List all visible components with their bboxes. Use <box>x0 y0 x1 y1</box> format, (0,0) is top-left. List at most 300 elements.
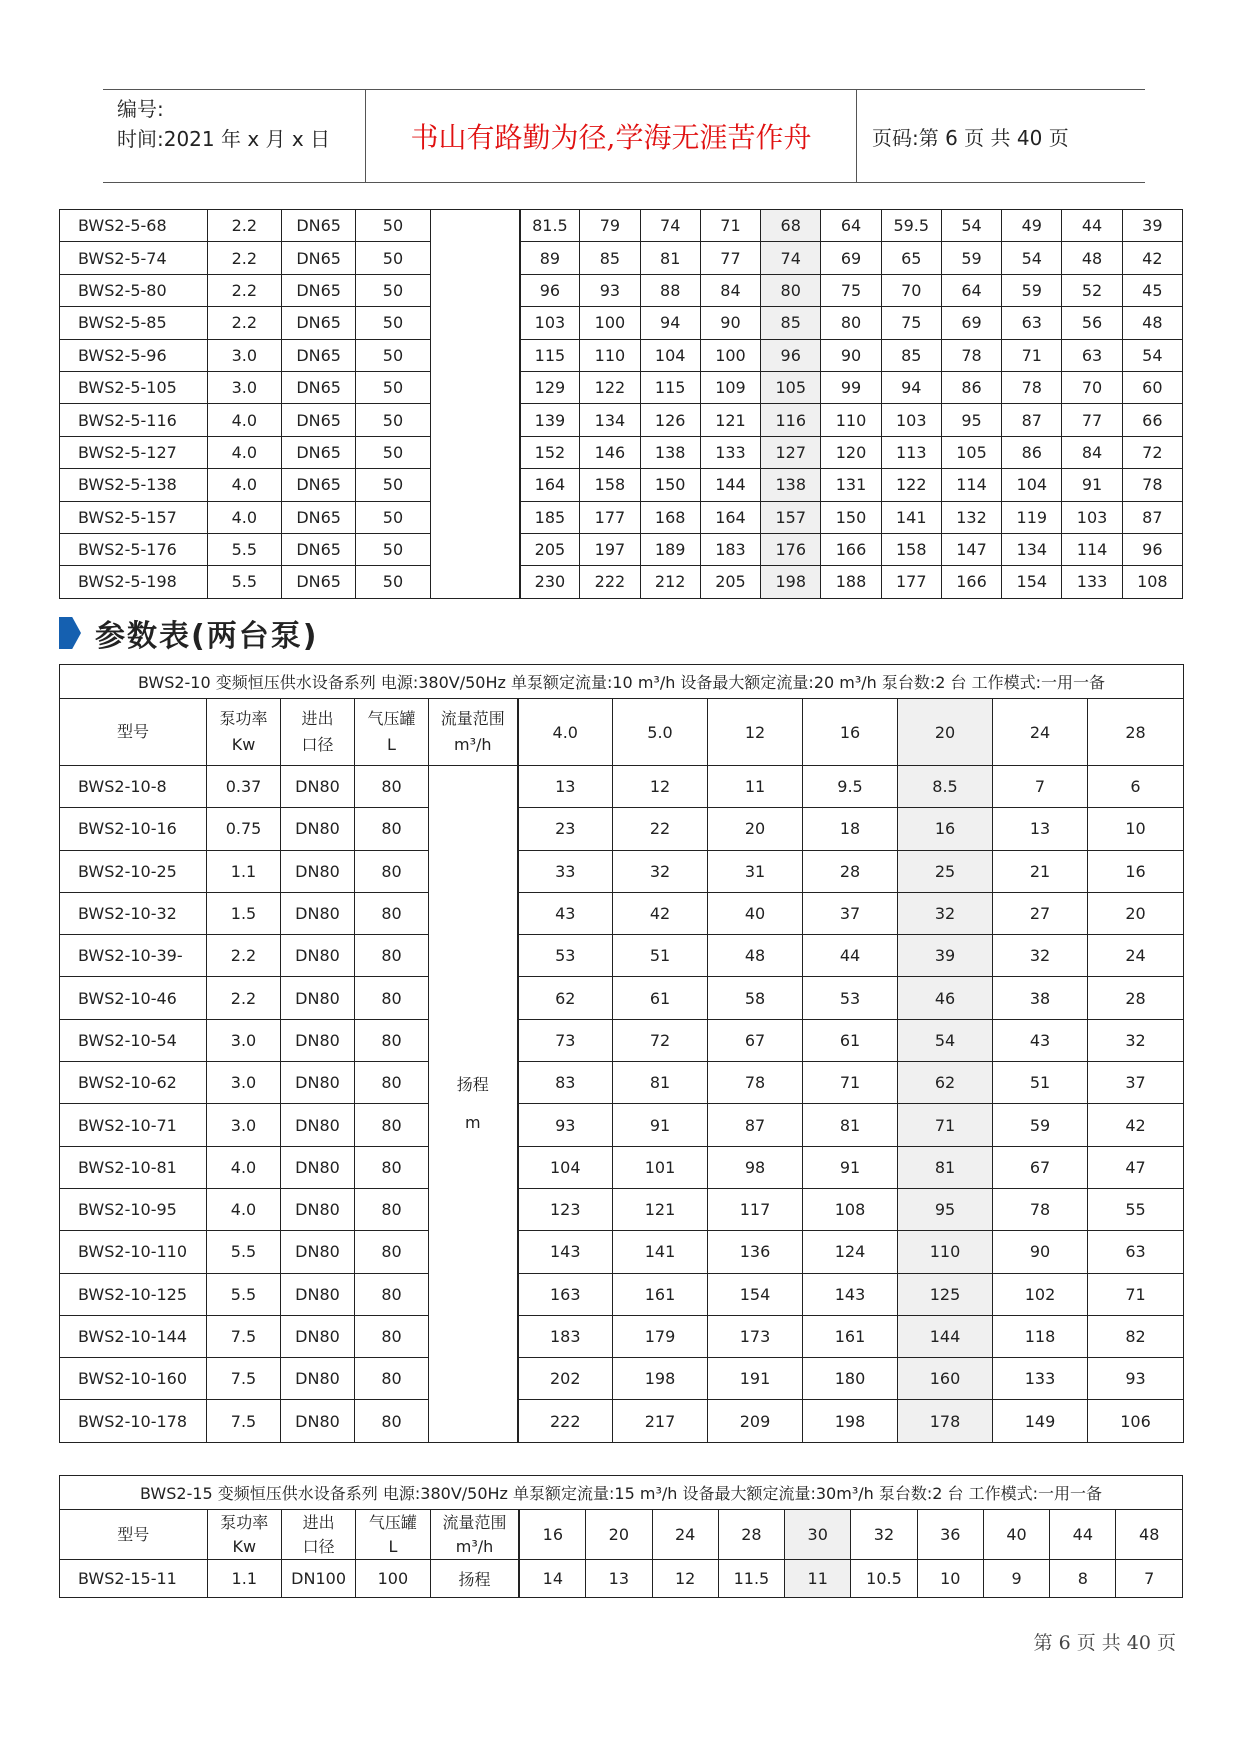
model-cell: BWS2-10-178 <box>60 1400 207 1442</box>
model-cell: BWS2-10-125 <box>60 1273 207 1315</box>
table-row <box>60 210 1183 242</box>
table-cell: 83 <box>518 1062 613 1104</box>
table-cell: 164 <box>700 501 760 533</box>
table-cell: 67 <box>993 1146 1088 1188</box>
section-title: 参数表(两台泵) <box>95 619 319 654</box>
table-cell: 4.0 <box>207 501 281 533</box>
table-cell: 0.37 <box>207 766 281 808</box>
model-cell: BWS2-10-25 <box>60 850 207 892</box>
table-cell: 80 <box>355 1062 429 1104</box>
table-cell: 62 <box>518 977 613 1019</box>
table-cell: 78 <box>941 339 1001 371</box>
table-cell: 188 <box>821 566 881 598</box>
table-cell: 71 <box>898 1104 993 1146</box>
table-cell: 74 <box>761 242 821 274</box>
header-power-unit: Kw <box>232 1536 257 1556</box>
header-flow-value: 32 <box>851 1510 917 1560</box>
table-cell: 9.5 <box>803 766 898 808</box>
table-cell: 78 <box>993 1188 1088 1230</box>
table-cell: 12 <box>652 1560 718 1598</box>
table-cell: DN65 <box>281 436 355 468</box>
header-inlet-label2: 口径 <box>302 1536 335 1556</box>
table-cell: 209 <box>708 1400 803 1442</box>
model-cell: BWS2-5-68 <box>60 210 208 242</box>
table-cell: 127 <box>761 436 821 468</box>
table-cell: 104 <box>640 339 700 371</box>
table-cell: 96 <box>761 339 821 371</box>
table-cell: 32 <box>898 892 993 934</box>
table-cell: 20 <box>708 808 803 850</box>
table-cell: 108 <box>1122 566 1182 598</box>
head-unit: m <box>464 1112 481 1132</box>
table-cell: 158 <box>881 533 941 565</box>
header-tank-unit: L <box>387 735 396 754</box>
table-cell: 88 <box>640 274 700 306</box>
header-flow-label: 流量范围 <box>440 709 505 728</box>
table-cell: 90 <box>821 339 881 371</box>
table-cell: 12 <box>613 766 708 808</box>
table-cell: 75 <box>881 307 941 339</box>
table-row <box>60 339 1183 371</box>
table-cell: 2.2 <box>207 307 281 339</box>
table-cell: 10 <box>1088 808 1184 850</box>
table-cell: DN80 <box>281 935 355 977</box>
header-flow-value: 28 <box>718 1510 784 1560</box>
header-row <box>60 1510 1183 1560</box>
table-cell: 49 <box>1002 210 1062 242</box>
table-row <box>60 371 1183 403</box>
table-cell: 59.5 <box>881 210 941 242</box>
table-cell: 31 <box>708 850 803 892</box>
table-cell: 3.0 <box>207 1019 281 1061</box>
table-row <box>60 501 1183 533</box>
table-cell: 150 <box>640 469 700 501</box>
model-cell: BWS2-5-105 <box>60 371 208 403</box>
header-inlet <box>281 1510 355 1560</box>
table-cell: 70 <box>881 274 941 306</box>
header-flow <box>430 1510 519 1560</box>
table-cell: 54 <box>941 210 1001 242</box>
table-cell: 28 <box>1088 977 1184 1019</box>
table-cell: 13 <box>518 766 613 808</box>
table-cell: 1.1 <box>207 1560 281 1598</box>
table-cell: 90 <box>700 307 760 339</box>
model-cell: BWS2-10-46 <box>60 977 207 1019</box>
table-cell: 37 <box>1088 1062 1184 1104</box>
head-column-gap <box>430 404 519 436</box>
table-row <box>60 436 1183 468</box>
table-cell: 98 <box>708 1146 803 1188</box>
doc-time-label: 时间:2021 年 x 月 x 日 <box>117 127 331 151</box>
table-row <box>60 274 1183 306</box>
table-cell: DN65 <box>281 469 355 501</box>
table-cell: 95 <box>941 404 1001 436</box>
table-cell: 50 <box>356 339 430 371</box>
table-cell: 42 <box>1088 1104 1184 1146</box>
table-cell: 121 <box>700 404 760 436</box>
table-cell: 5.5 <box>207 1231 281 1273</box>
table-cell: 7.5 <box>207 1358 281 1400</box>
table-row <box>60 1400 1184 1442</box>
table-cell: 85 <box>580 242 640 274</box>
table-cell: 117 <box>708 1188 803 1230</box>
table-cell: 80 <box>355 977 429 1019</box>
head-column-gap <box>430 533 519 565</box>
table-row <box>60 566 1183 598</box>
table-cell: 149 <box>993 1400 1088 1442</box>
table-cell: 230 <box>520 566 580 598</box>
table-cell: 5.5 <box>207 1273 281 1315</box>
table-cell: 69 <box>821 242 881 274</box>
model-cell: BWS2-5-127 <box>60 436 208 468</box>
table-cell: 44 <box>803 935 898 977</box>
table-cell: 14 <box>519 1560 585 1598</box>
table-cell: 54 <box>1122 339 1182 371</box>
table-cell: 80 <box>355 1273 429 1315</box>
table-cell: 24 <box>1088 935 1184 977</box>
table-cell: 3.0 <box>207 1104 281 1146</box>
table-cell: 81.5 <box>520 210 580 242</box>
table-cell: 115 <box>520 339 580 371</box>
table-cell: DN65 <box>281 533 355 565</box>
table-cell: 202 <box>518 1358 613 1400</box>
table-cell: 138 <box>761 469 821 501</box>
table-cell: 114 <box>941 469 1001 501</box>
table-cell: DN80 <box>281 1188 355 1230</box>
table-cell: 134 <box>1002 533 1062 565</box>
table-cell: 45 <box>1122 274 1182 306</box>
model-cell: BWS2-5-138 <box>60 469 208 501</box>
table-cell: 50 <box>356 566 430 598</box>
model-cell: BWS2-5-96 <box>60 339 208 371</box>
table-row <box>60 1560 1183 1598</box>
table-cell: 183 <box>700 533 760 565</box>
head-column-gap <box>430 436 519 468</box>
table-row <box>60 766 1184 808</box>
header-flow-unit: m³/h <box>453 735 492 754</box>
table-cell: 163 <box>518 1273 613 1315</box>
header-flow-value: 16 <box>519 1510 585 1560</box>
head-label-cell <box>429 766 518 1443</box>
table-cell: DN65 <box>281 210 355 242</box>
table-cell: 42 <box>613 892 708 934</box>
table-row <box>60 892 1184 934</box>
header-power <box>207 699 281 766</box>
table-cell: 50 <box>356 242 430 274</box>
table-cell: 179 <box>613 1315 708 1357</box>
table-cell: 5.5 <box>207 566 281 598</box>
table-bws2-10 <box>59 664 1184 1443</box>
table-cell: 143 <box>518 1231 613 1273</box>
table-cell: 81 <box>613 1062 708 1104</box>
table-cell: 191 <box>708 1358 803 1400</box>
table-cell: 80 <box>355 892 429 934</box>
table-cell: 3.0 <box>207 371 281 403</box>
table-cell: DN65 <box>281 339 355 371</box>
header-inlet-label2: 口径 <box>301 735 334 754</box>
table-cell: 93 <box>518 1104 613 1146</box>
head-column-gap <box>430 242 519 274</box>
table-cell: 93 <box>1088 1358 1184 1400</box>
table-cell: 52 <box>1062 274 1122 306</box>
table-cell: 3.0 <box>207 339 281 371</box>
table-cell: DN80 <box>281 892 355 934</box>
table-cell: 23 <box>518 808 613 850</box>
table-cell: 48 <box>1062 242 1122 274</box>
model-cell: BWS2-10-110 <box>60 1231 207 1273</box>
table-row <box>60 1062 1184 1104</box>
table-cell: 48 <box>1122 307 1182 339</box>
table-cell: 136 <box>708 1231 803 1273</box>
header-power-label: 泵功率 <box>220 1512 269 1532</box>
table-cell: 50 <box>356 210 430 242</box>
table-cell: 205 <box>520 533 580 565</box>
table-cell: 90 <box>993 1231 1088 1273</box>
table-cell: 78 <box>708 1062 803 1104</box>
model-cell: BWS2-10-39- <box>60 935 207 977</box>
model-cell: BWS2-10-32 <box>60 892 207 934</box>
table-cell: 59 <box>993 1104 1088 1146</box>
table-row <box>60 1104 1184 1146</box>
table-cell: 79 <box>580 210 640 242</box>
header-tank-label: 气压罐 <box>368 1512 417 1532</box>
header-tank-label: 气压罐 <box>367 709 416 728</box>
table-cell: 16 <box>898 808 993 850</box>
model-cell: BWS2-5-116 <box>60 404 208 436</box>
table-cell: 71 <box>803 1062 898 1104</box>
table-cell: 131 <box>821 469 881 501</box>
table-cell: 27 <box>993 892 1088 934</box>
table-cell: 18 <box>803 808 898 850</box>
header-inlet-label: 进出 <box>302 1512 335 1532</box>
table-cell: 7.5 <box>207 1315 281 1357</box>
model-cell: BWS2-10-71 <box>60 1104 207 1146</box>
table-cell: 197 <box>580 533 640 565</box>
table-bws2-5 <box>59 209 1183 599</box>
table-cell: 8 <box>1050 1560 1116 1598</box>
table-title-row <box>60 665 1184 699</box>
header-flow-value: 12 <box>708 699 803 766</box>
table-cell: 37 <box>803 892 898 934</box>
table-cell: DN80 <box>281 1400 355 1442</box>
table-cell: 86 <box>941 371 1001 403</box>
table-cell: 54 <box>1002 242 1062 274</box>
table-cell: 50 <box>356 501 430 533</box>
table-cell: DN80 <box>281 808 355 850</box>
table-cell: 134 <box>580 404 640 436</box>
table-cell: 166 <box>821 533 881 565</box>
table-cell: 50 <box>356 307 430 339</box>
table-cell: 32 <box>1088 1019 1184 1061</box>
table-cell: 2.2 <box>207 274 281 306</box>
table-cell: 87 <box>1002 404 1062 436</box>
table-cell: 80 <box>821 307 881 339</box>
table-cell: 50 <box>356 436 430 468</box>
model-cell: BWS2-10-8 <box>60 766 207 808</box>
table-cell: 47 <box>1088 1146 1184 1188</box>
model-cell: BWS2-10-81 <box>60 1146 207 1188</box>
table-cell: 109 <box>700 371 760 403</box>
header-motto: 书山有路勤为径,学海无涯苦作舟 <box>365 90 857 182</box>
header-flow-value: 20 <box>586 1510 652 1560</box>
table-row <box>60 404 1183 436</box>
table-cell: 62 <box>898 1062 993 1104</box>
table-cell: 106 <box>1088 1400 1184 1442</box>
table-cell: 51 <box>613 935 708 977</box>
table-row <box>60 242 1183 274</box>
table-cell: 38 <box>993 977 1088 1019</box>
table-cell: 46 <box>898 977 993 1019</box>
table-cell: 168 <box>640 501 700 533</box>
header-inlet <box>281 699 355 766</box>
table-cell: 80 <box>355 1104 429 1146</box>
table-cell: 5.5 <box>207 533 281 565</box>
page-footer: 第 6 页 共 40 页 <box>1033 1632 1176 1654</box>
table-cell: 124 <box>803 1231 898 1273</box>
table-cell: 50 <box>356 371 430 403</box>
table-cell: 87 <box>708 1104 803 1146</box>
table-cell: 39 <box>1122 210 1182 242</box>
table-cell: 3.0 <box>207 1062 281 1104</box>
table-cell: 96 <box>520 274 580 306</box>
model-cell: BWS2-10-160 <box>60 1358 207 1400</box>
model-cell: BWS2-10-62 <box>60 1062 207 1104</box>
table-cell: 67 <box>708 1019 803 1061</box>
table-cell: 121 <box>613 1188 708 1230</box>
table-cell: 189 <box>640 533 700 565</box>
table-row <box>60 1231 1184 1273</box>
header-flow-value: 36 <box>917 1510 983 1560</box>
table-title: BWS2-10 变频恒压供水设备系列 电源:380V/50Hz 单泵额定流量:10 m³/h 设备最大额定流量:20 m³/h 泵台数:2 台 工作模式:一用一备 <box>60 665 1184 699</box>
table-cell: 93 <box>580 274 640 306</box>
table-cell: 198 <box>613 1358 708 1400</box>
table-cell: 198 <box>803 1400 898 1442</box>
table-cell: 扬程 <box>430 1560 519 1598</box>
table-cell: 80 <box>761 274 821 306</box>
table-cell: 80 <box>355 1019 429 1061</box>
table-cell: 99 <box>821 371 881 403</box>
table-cell: 44 <box>1062 210 1122 242</box>
table-cell: 85 <box>881 339 941 371</box>
section-heading <box>59 613 318 653</box>
table-cell: 73 <box>518 1019 613 1061</box>
table-cell: DN65 <box>281 274 355 306</box>
table-row <box>60 1315 1184 1357</box>
table-cell: 53 <box>518 935 613 977</box>
table-row <box>60 1358 1184 1400</box>
table-cell: 89 <box>520 242 580 274</box>
table-cell: 10 <box>917 1560 983 1598</box>
head-label: 扬程 <box>456 1074 489 1094</box>
header-power-unit: Kw <box>231 735 256 754</box>
header-flow-value: 5.0 <box>613 699 708 766</box>
table-cell: 158 <box>580 469 640 501</box>
table-cell: 84 <box>700 274 760 306</box>
header-flow-unit: m³/h <box>455 1536 494 1556</box>
table-cell: 32 <box>613 850 708 892</box>
table-cell: 96 <box>1122 533 1182 565</box>
table-cell: 139 <box>520 404 580 436</box>
table-cell: 65 <box>881 242 941 274</box>
model-cell: BWS2-10-144 <box>60 1315 207 1357</box>
table-cell: DN80 <box>281 1231 355 1273</box>
table-cell: 100 <box>700 339 760 371</box>
table-cell: 105 <box>761 371 821 403</box>
table-cell: 91 <box>613 1104 708 1146</box>
head-column-gap <box>430 274 519 306</box>
table-cell: 183 <box>518 1315 613 1357</box>
table-cell: 78 <box>1122 469 1182 501</box>
table-cell: 87 <box>1122 501 1182 533</box>
header-power-label: 泵功率 <box>219 709 268 728</box>
head-column-gap <box>430 501 519 533</box>
table-cell: 71 <box>1002 339 1062 371</box>
table-cell: 56 <box>1062 307 1122 339</box>
table-cell: 28 <box>803 850 898 892</box>
table-row <box>60 1019 1184 1061</box>
table-cell: 53 <box>803 977 898 1019</box>
header-flow-value: 4.0 <box>518 699 613 766</box>
model-cell: BWS2-10-16 <box>60 808 207 850</box>
table-cell: 80 <box>355 850 429 892</box>
table-cell: 154 <box>1002 566 1062 598</box>
head-column-gap <box>430 469 519 501</box>
table-cell: 133 <box>700 436 760 468</box>
table-cell: 16 <box>1088 850 1184 892</box>
table-bws2-15 <box>59 1475 1183 1598</box>
model-cell: BWS2-5-157 <box>60 501 208 533</box>
table-cell: 0.75 <box>207 808 281 850</box>
table-cell: 84 <box>1062 436 1122 468</box>
table-cell: 108 <box>803 1188 898 1230</box>
table-cell: 7 <box>993 766 1088 808</box>
section-marker-icon <box>59 617 81 649</box>
table-cell: 110 <box>821 404 881 436</box>
table-cell: 74 <box>640 210 700 242</box>
model-cell: BWS2-5-74 <box>60 242 208 274</box>
table-cell: 1.5 <box>207 892 281 934</box>
table-cell: 205 <box>700 566 760 598</box>
table-cell: DN80 <box>281 1358 355 1400</box>
table-cell: 86 <box>1002 436 1062 468</box>
table-cell: 71 <box>1088 1273 1184 1315</box>
head-column-gap <box>430 566 519 598</box>
table-cell: 118 <box>993 1315 1088 1357</box>
table-cell: 54 <box>898 1019 993 1061</box>
table-cell: 2.2 <box>207 210 281 242</box>
table-cell: 119 <box>1002 501 1062 533</box>
header-flow-value: 30 <box>785 1510 851 1560</box>
table-cell: 61 <box>613 977 708 1019</box>
header-tank <box>356 1510 430 1560</box>
table-cell: 116 <box>761 404 821 436</box>
table-row <box>60 935 1184 977</box>
table-cell: 77 <box>1062 404 1122 436</box>
header-flow-value: 24 <box>652 1510 718 1560</box>
header-flow-value: 20 <box>898 699 993 766</box>
table-cell: 141 <box>613 1231 708 1273</box>
table-row <box>60 1188 1184 1230</box>
page-header <box>103 89 1145 183</box>
table-cell: 178 <box>898 1400 993 1442</box>
table-cell: 63 <box>1002 307 1062 339</box>
table-cell: 123 <box>518 1188 613 1230</box>
table-cell: 129 <box>520 371 580 403</box>
table-cell: 144 <box>898 1315 993 1357</box>
table-cell: 122 <box>580 371 640 403</box>
table-cell: 80 <box>355 1358 429 1400</box>
model-cell: BWS2-5-176 <box>60 533 208 565</box>
